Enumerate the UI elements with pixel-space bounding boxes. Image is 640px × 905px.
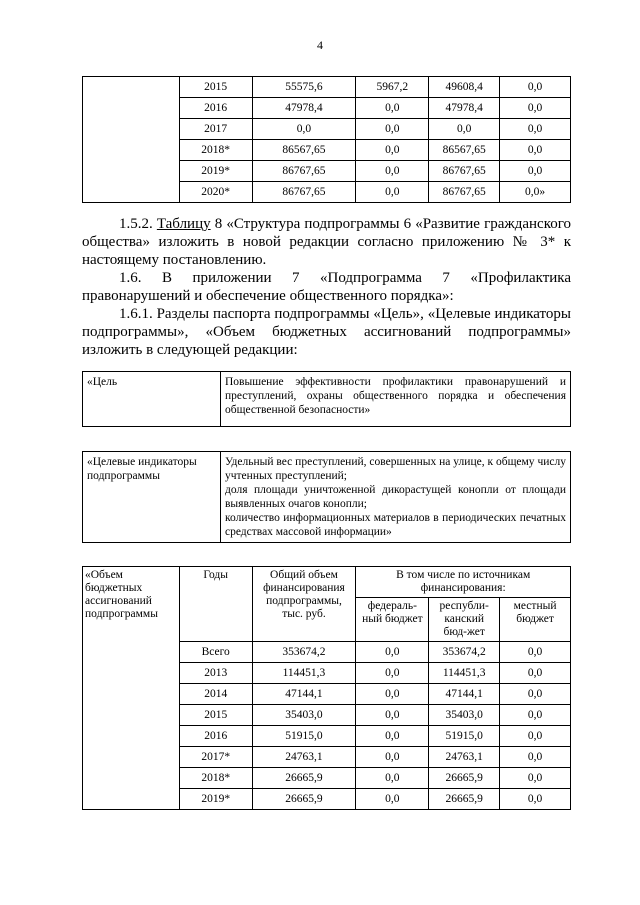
republic-cell: 51915,0	[429, 726, 500, 747]
local-cell: 0,0	[500, 98, 571, 119]
year-cell: 2013	[179, 663, 252, 684]
paragraph-1-6: 1.6. В приложении 7 «Подпрограмма 7 «Профилактика правонарушений и обеспечение общественного порядка»:	[82, 270, 571, 304]
paragraph-1-5-2	[82, 215, 571, 269]
local-cell: 0,0	[500, 789, 571, 810]
federal-cell: 0,0	[356, 140, 429, 161]
local-cell: 0,0	[500, 684, 571, 705]
local-cell: 0,0	[500, 642, 571, 663]
federal-cell: 0,0	[356, 663, 429, 684]
year-cell: Всего	[179, 642, 252, 663]
year-cell: 2020*	[179, 182, 252, 203]
col-local: местный бюджет	[500, 598, 571, 642]
goal-text: Повышение эффективности профилактики правонарушений и преступлений, охраны общественного порядка и обеспечения общественной безопасности»	[221, 372, 571, 427]
local-cell: 0,0	[500, 726, 571, 747]
federal-cell: 0,0	[356, 726, 429, 747]
federal-cell: 0,0	[356, 182, 429, 203]
goal-label: «Цель	[83, 372, 221, 427]
indicator-item: количество информационных материалов в периодических печатных средствах массовой информации»	[225, 512, 566, 538]
paragraph-1-6-1: 1.6.1. Разделы паспорта подпрограммы «Цель», «Целевые индикаторы подпрограммы», «Объем бюджетных ассигнований подпрограммы» изложить в следующей редакции:	[82, 306, 571, 358]
local-cell: 0,0	[500, 161, 571, 182]
col-years: Годы	[179, 567, 252, 642]
page-number: 4	[317, 38, 323, 52]
federal-cell: 0,0	[356, 789, 429, 810]
federal-cell: 0,0	[356, 705, 429, 726]
paragraph-text: 8 «Структура подпрограммы 6 «Развитие гражданского общества» изложить в новой редакции согласно приложению № 3* к настоящему постановлению.	[82, 216, 572, 268]
total-cell: 86567,65	[252, 140, 356, 161]
col-republic: республи-канский бюд-жет	[429, 598, 500, 642]
local-cell: 0,0	[500, 77, 571, 98]
total-cell: 47978,4	[252, 98, 356, 119]
federal-cell: 0,0	[356, 642, 429, 663]
federal-cell: 0,0	[356, 768, 429, 789]
federal-cell: 0,0	[356, 119, 429, 140]
total-cell: 55575,6	[252, 77, 356, 98]
funding-table-continued	[82, 76, 571, 203]
republic-cell: 49608,4	[429, 77, 500, 98]
local-cell: 0,0	[500, 768, 571, 789]
federal-cell: 5967,2	[356, 77, 429, 98]
year-cell: 2018*	[179, 768, 252, 789]
indicators-label: «Целевые индикаторы подпрограммы	[83, 452, 221, 543]
total-cell: 47144,1	[252, 684, 356, 705]
total-cell: 114451,3	[252, 663, 356, 684]
label-cell	[83, 77, 180, 203]
table-link[interactable]: Таблицу	[156, 216, 211, 232]
paragraph-number: 1.5.2.	[119, 216, 153, 232]
year-cell: 2014	[179, 684, 252, 705]
republic-cell: 86767,65	[429, 161, 500, 182]
col-total: Общий объем финансирования подпрограммы, тыс. руб.	[252, 567, 356, 642]
year-cell: 2017	[179, 119, 252, 140]
republic-cell: 114451,3	[429, 663, 500, 684]
republic-cell: 47978,4	[429, 98, 500, 119]
indicator-item: доля площади уничтоженной дикорастущей конопли от площади выявленных очагов конопли;	[225, 484, 566, 510]
year-cell: 2019*	[179, 789, 252, 810]
total-cell: 86767,65	[252, 161, 356, 182]
federal-cell: 0,0	[356, 747, 429, 768]
republic-cell: 0,0	[429, 119, 500, 140]
total-cell: 35403,0	[252, 705, 356, 726]
goal-table	[82, 371, 571, 427]
federal-cell: 0,0	[356, 684, 429, 705]
indicator-item: Удельный вес преступлений, совершенных на улице, к общему числу учтенных преступлений;	[225, 456, 566, 482]
republic-cell: 86567,65	[429, 140, 500, 161]
table-row	[83, 77, 571, 98]
republic-cell: 86767,65	[429, 182, 500, 203]
federal-cell: 0,0	[356, 161, 429, 182]
year-cell: 2019*	[179, 161, 252, 182]
local-cell: 0,0	[500, 663, 571, 684]
indicators-table	[82, 451, 571, 543]
year-cell: 2018*	[179, 140, 252, 161]
total-cell: 0,0	[252, 119, 356, 140]
local-cell: 0,0	[500, 119, 571, 140]
local-cell: 0,0	[500, 747, 571, 768]
local-cell: 0,0	[500, 705, 571, 726]
col-sources: В том числе по источникам финансирования:	[356, 567, 571, 598]
republic-cell: 353674,2	[429, 642, 500, 663]
total-cell: 26665,9	[252, 789, 356, 810]
republic-cell: 35403,0	[429, 705, 500, 726]
budget-label: «Объем бюджетных ассигнований подпрограммы	[83, 567, 180, 810]
year-cell: 2016	[179, 726, 252, 747]
indicators-text	[221, 452, 571, 543]
total-cell: 353674,2	[252, 642, 356, 663]
year-cell: 2015	[179, 77, 252, 98]
republic-cell: 24763,1	[429, 747, 500, 768]
federal-cell: 0,0	[356, 98, 429, 119]
republic-cell: 47144,1	[429, 684, 500, 705]
total-cell: 24763,1	[252, 747, 356, 768]
total-cell: 26665,9	[252, 768, 356, 789]
local-cell: 0,0»	[500, 182, 571, 203]
republic-cell: 26665,9	[429, 768, 500, 789]
year-cell: 2016	[179, 98, 252, 119]
local-cell: 0,0	[500, 140, 571, 161]
col-federal: федераль-ный бюджет	[356, 598, 429, 642]
year-cell: 2017*	[179, 747, 252, 768]
year-cell: 2015	[179, 705, 252, 726]
total-cell: 86767,65	[252, 182, 356, 203]
total-cell: 51915,0	[252, 726, 356, 747]
republic-cell: 26665,9	[429, 789, 500, 810]
budget-table	[82, 566, 571, 810]
